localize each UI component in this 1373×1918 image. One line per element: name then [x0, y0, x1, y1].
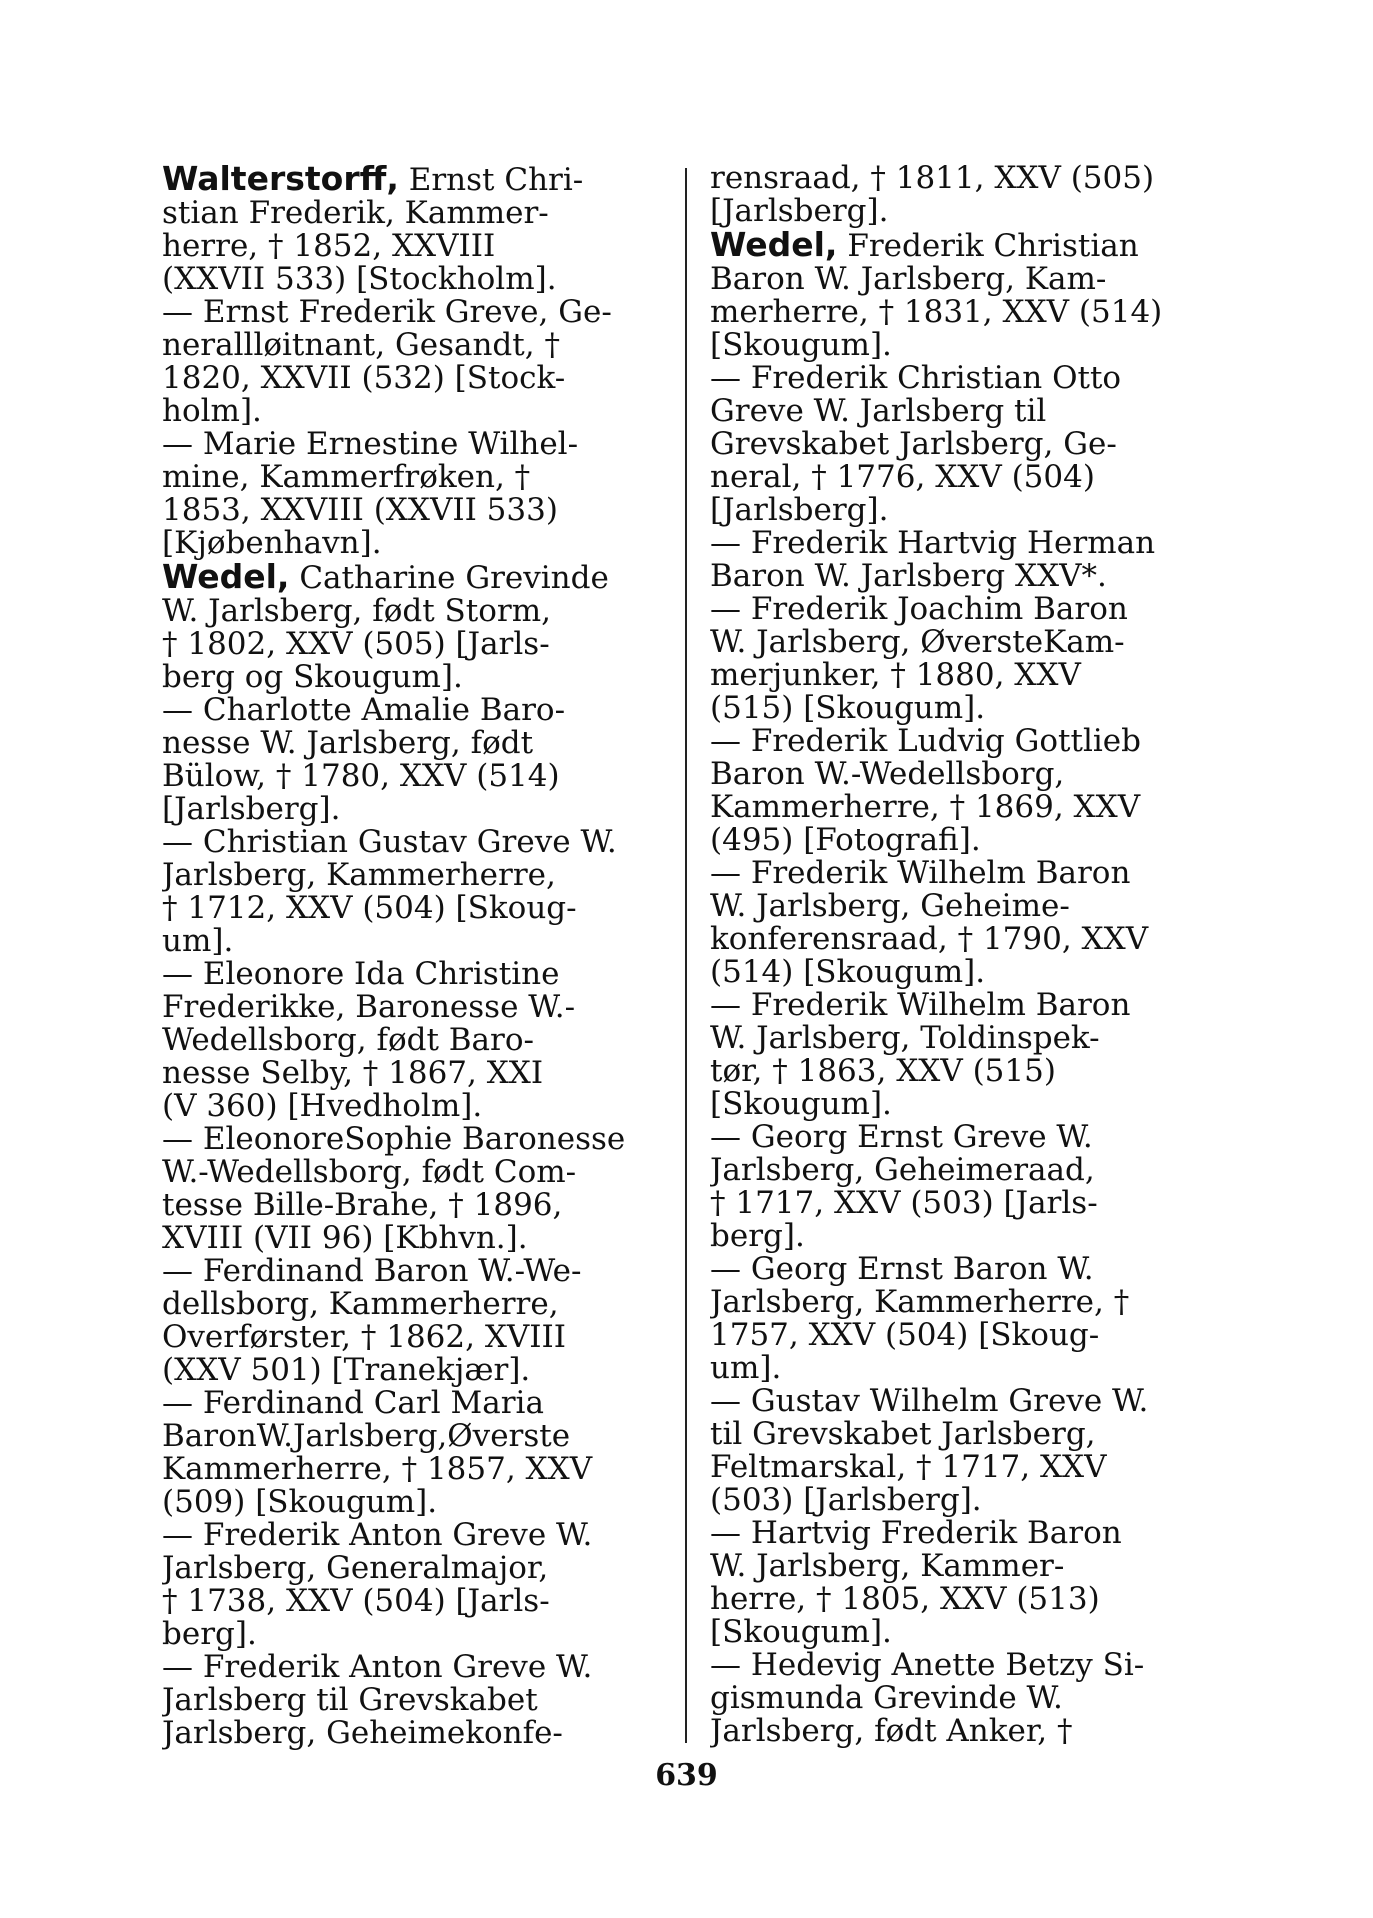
- entry-text: [Skougum].: [710, 1616, 892, 1649]
- text-line: [710, 1253, 1215, 1286]
- entry-text: mine, Kammerfrøken, †: [162, 461, 531, 494]
- entry-text: berg og Skougum].: [162, 661, 463, 694]
- text-line: [162, 694, 664, 727]
- entry-text: merjunker, † 1880, XXV: [710, 659, 1081, 692]
- entry-text: Jarlsberg, Generalmajor,: [162, 1552, 549, 1585]
- entry-text: (509) [Skougum].: [162, 1486, 438, 1519]
- text-line: [710, 824, 1215, 857]
- text-line: [710, 1649, 1215, 1682]
- text-line: [162, 197, 664, 230]
- entry-text: — Frederik Anton Greve W.: [162, 1519, 593, 1552]
- entry-text: Jarlsberg, født Anker, †: [710, 1715, 1073, 1748]
- surname-heading: Wedel,: [162, 560, 290, 595]
- text-line: [162, 1453, 664, 1486]
- text-line: [710, 395, 1215, 428]
- entry-text: 1853, XXVIII (XXVII 533): [162, 494, 558, 527]
- text-line: [162, 760, 664, 793]
- entry-text: Jarlsberg, Geheimeraad,: [710, 1154, 1095, 1187]
- entry-text: — Ferdinand Baron W.-We-: [162, 1255, 582, 1288]
- entry-text: Frederikke, Baronesse W.-: [162, 991, 576, 1024]
- text-line: [710, 989, 1215, 1022]
- entry-text: — Gustav Wilhelm Greve W.: [710, 1385, 1149, 1418]
- right-column: [710, 162, 1215, 1748]
- text-line: [710, 162, 1215, 195]
- text-line: [710, 1154, 1215, 1187]
- text-line: [162, 595, 664, 628]
- text-line: [162, 1057, 664, 1090]
- entry-text: Jarlsberg, Kammerherre,: [162, 859, 556, 892]
- entry-text: † 1738, XXV (504) [Jarls-: [162, 1585, 550, 1618]
- text-line: [710, 296, 1215, 329]
- text-line: [162, 826, 664, 859]
- text-line: [162, 1255, 664, 1288]
- text-line: [162, 991, 664, 1024]
- entry-text: W.-Wedellsborg, født Com-: [162, 1156, 577, 1189]
- text-line: [710, 956, 1215, 989]
- entry-text: neral, † 1776, XXV (504): [710, 461, 1095, 494]
- text-line: [162, 1585, 664, 1618]
- entry-text: W. Jarlsberg, Geheime-: [710, 890, 1070, 923]
- text-line: [710, 428, 1215, 461]
- text-line: [162, 1354, 664, 1387]
- entry-text: — Hedevig Anette Betzy Si-: [710, 1649, 1145, 1682]
- entry-text: — EleonoreSophie Baronesse: [162, 1123, 626, 1156]
- text-line: [710, 626, 1215, 659]
- entry-text: Jarlsberg til Grevskabet: [162, 1684, 538, 1717]
- entry-text: W. Jarlsberg, født Storm,: [162, 595, 551, 628]
- text-line: [162, 1618, 664, 1651]
- entry-text: um].: [162, 925, 234, 958]
- entry-text: [Skougum].: [710, 1088, 892, 1121]
- text-line: [162, 1486, 664, 1519]
- text-line: [710, 1286, 1215, 1319]
- entry-text: — Frederik Anton Greve W.: [162, 1651, 593, 1684]
- text-line: [710, 857, 1215, 890]
- entry-text: W. Jarlsberg, ØversteKam-: [710, 626, 1125, 659]
- text-line: [710, 1187, 1215, 1220]
- text-line: [710, 1319, 1215, 1352]
- text-line: [162, 1288, 664, 1321]
- entry-text: — Charlotte Amalie Baro-: [162, 694, 566, 727]
- text-line: [162, 263, 664, 296]
- text-line: [162, 727, 664, 760]
- entry-text: [Jarlsberg].: [710, 195, 889, 228]
- text-line: [162, 296, 664, 329]
- entry-text: merherre, † 1831, XXV (514): [710, 296, 1163, 329]
- text-line: [162, 1321, 664, 1354]
- text-line: [162, 925, 664, 958]
- text-line: [710, 1682, 1215, 1715]
- text-line: [162, 527, 664, 560]
- entry-text: stian Frederik, Kammer-: [162, 197, 549, 230]
- text-line: [162, 560, 664, 595]
- entry-text: [Jarlsberg].: [710, 494, 889, 527]
- text-line: [162, 494, 664, 527]
- entry-text: [Jarlsberg].: [162, 793, 341, 826]
- text-line: [710, 1484, 1215, 1517]
- text-line: [710, 1715, 1215, 1748]
- text-line: [162, 1717, 664, 1750]
- entry-text: (XXV 501) [Tranekjær].: [162, 1354, 531, 1387]
- entry-text: Bülow, † 1780, XXV (514): [162, 760, 560, 793]
- entry-text: — Hartvig Frederik Baron: [710, 1517, 1122, 1550]
- text-line: [162, 230, 664, 263]
- text-line: [162, 793, 664, 826]
- text-line: [162, 1090, 664, 1123]
- text-line: [710, 1220, 1215, 1253]
- entry-text: — Frederik Hartvig Herman: [710, 527, 1156, 560]
- entry-text: — Frederik Joachim Baron: [710, 593, 1128, 626]
- entry-text: herre, † 1805, XXV (513): [710, 1583, 1100, 1616]
- text-line: [162, 162, 664, 197]
- text-line: [162, 1387, 664, 1420]
- entry-text: — Ferdinand Carl Maria: [162, 1387, 544, 1420]
- entry-text: gismunda Grevinde W.: [710, 1682, 1063, 1715]
- text-line: [710, 1385, 1215, 1418]
- text-line: [710, 1517, 1215, 1550]
- entry-text: Baron W.-Wedellsborg,: [710, 758, 1065, 791]
- text-line: [710, 1055, 1215, 1088]
- text-line: [162, 428, 664, 461]
- entry-text: † 1717, XXV (503) [Jarls-: [710, 1187, 1098, 1220]
- entry-text: um].: [710, 1352, 782, 1385]
- entry-text: tesse Bille-Brahe, † 1896,: [162, 1189, 563, 1222]
- surname-heading: Walterstorff,: [162, 162, 399, 197]
- entry-text: Wedellsborg, født Baro-: [162, 1024, 534, 1057]
- entry-text: — Eleonore Ida Christine: [162, 958, 560, 991]
- entry-text: Catharine Grevinde: [289, 560, 609, 595]
- text-line: [162, 1684, 664, 1717]
- entry-text: (XXVII 533) [Stockholm].: [162, 263, 557, 296]
- text-line: [710, 659, 1215, 692]
- entry-text: nesse Selby, † 1867, XXI: [162, 1057, 544, 1090]
- text-line: [710, 195, 1215, 228]
- entry-text: [Skougum].: [710, 329, 892, 362]
- entry-text: 1820, XXVII (532) [Stock-: [162, 362, 566, 395]
- text-line: [162, 628, 664, 661]
- text-line: [710, 725, 1215, 758]
- entry-text: — Christian Gustav Greve W.: [162, 826, 617, 859]
- text-line: [162, 1189, 664, 1222]
- text-line: [162, 329, 664, 362]
- text-line: [162, 1651, 664, 1684]
- entry-text: dellsborg, Kammerherre,: [162, 1288, 559, 1321]
- entry-text: Feltmarskal, † 1717, XXV: [710, 1451, 1107, 1484]
- entry-text: berg].: [162, 1618, 257, 1651]
- entry-text: Jarlsberg, Geheimekonfe-: [162, 1717, 563, 1750]
- text-line: [162, 362, 664, 395]
- entry-text: Grevskabet Jarlsberg, Ge-: [710, 428, 1117, 461]
- left-column: [162, 162, 664, 1750]
- text-line: [162, 1519, 664, 1552]
- text-line: [710, 791, 1215, 824]
- entry-text: [Kjøbenhavn].: [162, 527, 382, 560]
- text-line: [162, 461, 664, 494]
- entry-text: (V 360) [Hvedholm].: [162, 1090, 483, 1123]
- text-line: [710, 1418, 1215, 1451]
- text-line: [162, 1024, 664, 1057]
- text-line: [710, 362, 1215, 395]
- entry-text: 1757, XXV (504) [Skoug-: [710, 1319, 1100, 1352]
- entry-text: (515) [Skougum].: [710, 692, 986, 725]
- entry-text: — Frederik Wilhelm Baron: [710, 989, 1131, 1022]
- text-line: [710, 494, 1215, 527]
- entry-text: — Frederik Ludvig Gottlieb: [710, 725, 1141, 758]
- text-line: [710, 1550, 1215, 1583]
- text-line: [710, 560, 1215, 593]
- text-line: [710, 758, 1215, 791]
- entry-text: (503) [Jarlsberg].: [710, 1484, 982, 1517]
- entry-text: — Marie Ernestine Wilhel-: [162, 428, 579, 461]
- text-line: [162, 395, 664, 428]
- entry-text: W. Jarlsberg, Kammer-: [710, 1550, 1065, 1583]
- surname-heading: Wedel,: [710, 228, 838, 263]
- entry-text: Ernst Chri-: [398, 162, 584, 197]
- text-line: [710, 1022, 1215, 1055]
- column-divider: [685, 168, 687, 1743]
- entry-text: Overførster, † 1862, XVIII: [162, 1321, 567, 1354]
- text-line: [162, 1123, 664, 1156]
- text-line: [710, 1088, 1215, 1121]
- entry-text: Kammerherre, † 1857, XXV: [162, 1453, 593, 1486]
- entry-text: Baron W. Jarlsberg, Kam-: [710, 263, 1107, 296]
- entry-text: nesse W. Jarlsberg, født: [162, 727, 534, 760]
- entry-text: † 1802, XXV (505) [Jarls-: [162, 628, 550, 661]
- text-line: [710, 1352, 1215, 1385]
- text-line: [710, 1583, 1215, 1616]
- entry-text: til Grevskabet Jarlsberg,: [710, 1418, 1096, 1451]
- text-line: [162, 892, 664, 925]
- entry-text: berg].: [710, 1220, 805, 1253]
- entry-text: (514) [Skougum].: [710, 956, 986, 989]
- text-line: [162, 859, 664, 892]
- entry-text: rensraad, † 1811, XXV (505): [710, 162, 1155, 195]
- text-line: [162, 1552, 664, 1585]
- entry-text: — Georg Ernst Greve W.: [710, 1121, 1093, 1154]
- text-line: [162, 1156, 664, 1189]
- text-line: [162, 958, 664, 991]
- text-line: [162, 661, 664, 694]
- entry-text: Greve W. Jarlsberg til: [710, 395, 1047, 428]
- text-line: [710, 593, 1215, 626]
- entry-text: — Georg Ernst Baron W.: [710, 1253, 1094, 1286]
- entry-text: † 1712, XXV (504) [Skoug-: [162, 892, 577, 925]
- text-line: [710, 527, 1215, 560]
- page-number: 639: [655, 1758, 718, 1793]
- entry-text: — Frederik Wilhelm Baron: [710, 857, 1131, 890]
- entry-text: herre, † 1852, XXVIII: [162, 230, 496, 263]
- entry-text: Jarlsberg, Kammerherre, †: [710, 1286, 1130, 1319]
- entry-text: tør, † 1863, XXV (515): [710, 1055, 1056, 1088]
- entry-text: (495) [Fotografi].: [710, 824, 981, 857]
- text-line: [710, 1121, 1215, 1154]
- text-line: [710, 692, 1215, 725]
- text-line: [710, 1451, 1215, 1484]
- text-line: [710, 923, 1215, 956]
- entry-text: — Ernst Frederik Greve, Ge-: [162, 296, 612, 329]
- entry-text: holm].: [162, 395, 262, 428]
- text-line: [710, 263, 1215, 296]
- entry-text: XVIII (VII 96) [Kbhvn.].: [162, 1222, 528, 1255]
- text-line: [162, 1420, 664, 1453]
- text-line: [710, 1616, 1215, 1649]
- text-line: [710, 890, 1215, 923]
- entry-text: W. Jarlsberg, Toldinspek-: [710, 1022, 1100, 1055]
- text-line: [710, 228, 1215, 263]
- entry-text: BaronW.Jarlsberg,Øverste: [162, 1420, 571, 1453]
- text-line: [162, 1222, 664, 1255]
- entry-text: nerallløitnant, Gesandt, †: [162, 329, 560, 362]
- entry-text: — Frederik Christian Otto: [710, 362, 1122, 395]
- text-line: [710, 329, 1215, 362]
- text-line: [710, 461, 1215, 494]
- entry-text: konferensraad, † 1790, XXV: [710, 923, 1149, 956]
- entry-text: Kammerherre, † 1869, XXV: [710, 791, 1141, 824]
- entry-text: Baron W. Jarlsberg XXV*.: [710, 560, 1107, 593]
- entry-text: Frederik Christian: [837, 228, 1139, 263]
